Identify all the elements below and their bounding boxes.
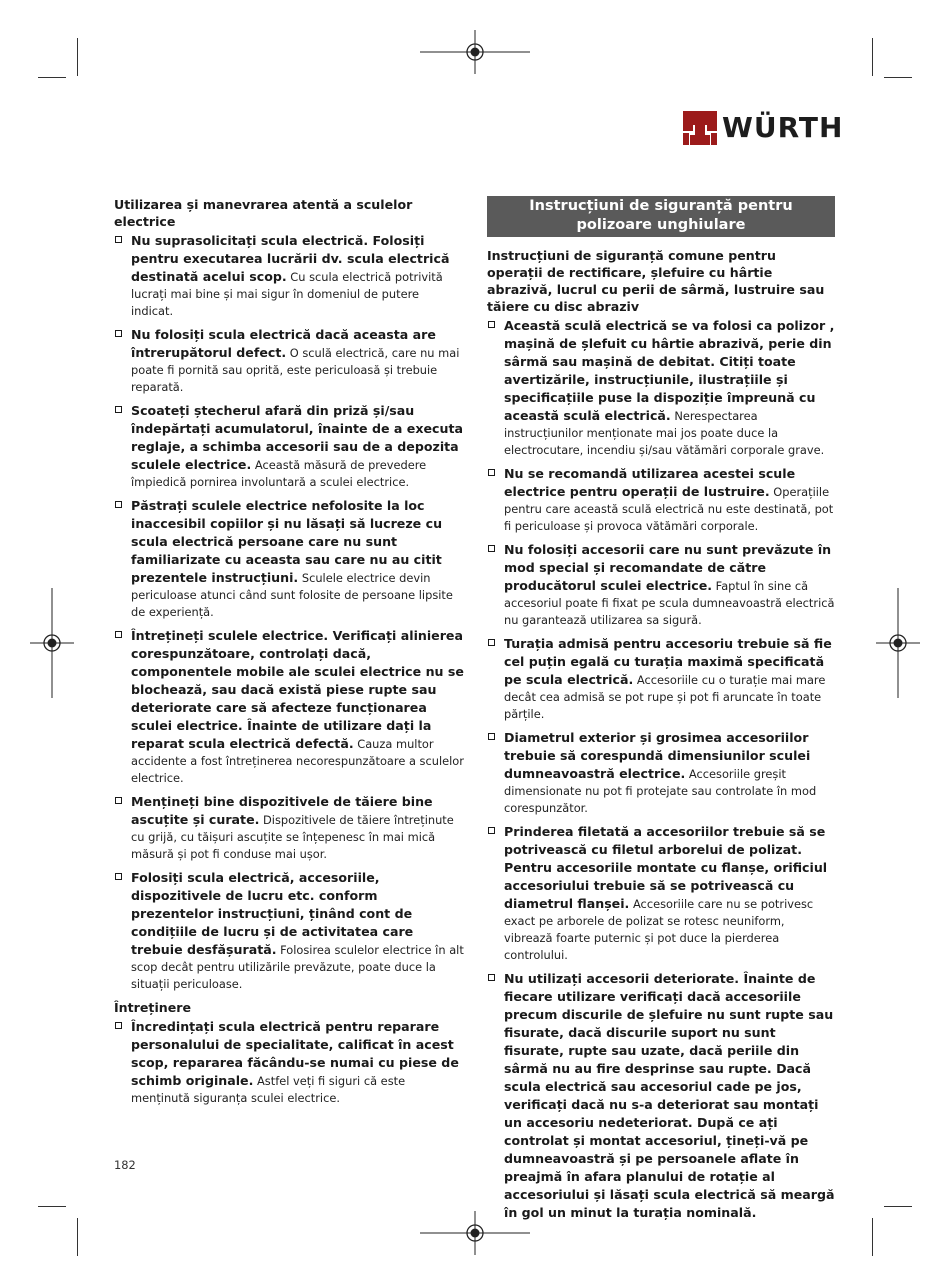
crop-mark (77, 38, 78, 76)
list-item: Nu folosiți scula electrică dacă aceasta are întrerupătorul defect. O sculă electrică, care nu mai poate fi pornită sau oprită, este periculoasă și trebuie reparată. (114, 326, 464, 396)
section-heading: Utilizarea și manevrarea atentă a sculelor electrice (114, 197, 413, 229)
checkbox-bullet-icon (115, 1022, 122, 1029)
list-item: Această sculă electrică se va folosi ca polizor , mașină de șlefuit cu hârtie abrazivă, perie din sârmă sau mașină de debitat. Citiți toate avertizările, instrucțiunile, ilustrațiile și specificațiile puse la dispoziție împreună cu această sculă electrică. Nerespectarea instrucțiunilor menționate mai jos poate duce la electrocutare, incendiu și/sau vătămări corporale grave. (487, 317, 835, 459)
checkbox-bullet-icon (488, 639, 495, 646)
safety-list (114, 232, 464, 993)
page-number: 182 (114, 1158, 136, 1172)
list-item: Mențineți bine dispozitivele de tăiere bine ascuțite și curate. Dispozitivele de tăiere întreținute cu grijă, cu tăișuri ascuțite se înțepenesc în mai mică măsură și pot fi conduse mai ușor. (114, 793, 464, 863)
crop-mark (38, 1206, 66, 1207)
list-item: Păstrați sculele electrice nefolosite la loc inaccesibil copiilor și nu lăsați să lucreze cu scula electrică persoane care nu sunt familiarizate cu aceasta sau care nu au citit prezentele instrucțiuni. Sculele electrice devin periculoase atunci când sunt folosite de persoane lipsite de experiență. (114, 497, 464, 621)
checkbox-bullet-icon (488, 974, 495, 981)
checkbox-bullet-icon (115, 873, 122, 880)
checkbox-bullet-icon (488, 827, 495, 834)
checkbox-bullet-icon (488, 321, 495, 328)
registration-mark-top (420, 30, 530, 74)
left-column (114, 196, 464, 1113)
list-item: Încredințați scula electrică pentru reparare personalului de specialitate, calificat în acest scop, repararea făcându-se numai cu piese de schimb originale. Astfel veți fi siguri că este menținută siguranța sculei electrice. (114, 1018, 464, 1107)
checkbox-bullet-icon (115, 631, 122, 638)
list-item: Nu suprasolicitați scula electrică. Folosiți pentru executarea lucrării dv. scula electrică destinată acelui scop. Cu scula electrică potrivită lucrați mai bine și mai sigur în domeniul de putere indicat. (114, 232, 464, 320)
section-intro: Instrucțiuni de siguranță comune pentru operații de rectificare, șlefuire cu hârtie abrazivă, lucrul cu perii de sârmă, lustruire sau tăiere cu disc abraziv (487, 248, 825, 314)
crop-mark (872, 38, 873, 76)
checkbox-bullet-icon (115, 501, 122, 508)
maintenance-list (114, 1018, 464, 1107)
section-heading: Întreținere (114, 1000, 192, 1015)
list-item: Nu folosiți accesorii care nu sunt prevăzute în mod special și recomandate de către producătorul sculei electrice. Faptul în sine că accesoriul poate fi fixat pe scula dumneavoastră electrică nu garantează utilizarea sa sigură. (487, 541, 835, 629)
list-item: Prinderea filetată a accesoriilor trebuie să se potrivească cu filetul arborelui de polizat. Pentru accesoriile montate cu flanșe, orificiul accesoriului trebuie să se potrivească cu diametrul flanșei. Accesoriile care nu se potrivesc exact pe arborele de polizat se rotesc neuniform, vibrează foarte puternic și pot duce la pierderea controlului. (487, 823, 835, 964)
registration-mark-left (30, 588, 74, 698)
crop-mark (884, 1206, 912, 1207)
list-item: Nu se recomandă utilizarea acestei scule electrice pentru operații de lustruire. Operațiile pentru care această sculă electrică nu este destinată, pot fi periculoase și provoca vătămări corporale. (487, 465, 835, 535)
brand-logo: WÜRTH (722, 111, 844, 144)
checkbox-bullet-icon (488, 733, 495, 740)
crop-mark (884, 77, 912, 78)
list-item: Folosiți scula electrică, accesoriile, dispozitivele de lucru etc. conform prezentelor instrucțiuni, ținând cont de condițiile de lucru și de activitatea care trebuie desfășurată. Folosirea sculelor electrice în alt scop decât pentru utilizările prevăzute, poate duce la situații periculoase. (114, 869, 464, 993)
right-column (487, 196, 835, 1228)
checkbox-bullet-icon (115, 330, 122, 337)
section-banner: Instrucțiuni de siguranță pentru polizoare unghiulare (487, 196, 835, 237)
list-item: Diametrul exterior și grosimea accesoriilor trebuie să corespundă dimensiunilor sculei dumneavoastră electrice. Accesoriile greșit dimensionate nu pot fi protejate sau controlate în mod corespunzător. (487, 729, 835, 817)
list-item: Nu utilizați accesorii deteriorate. Înainte de fiecare utilizare verificați dacă accesoriile precum discurile de șlefuire nu sunt rupte sau fisurate, dacă discurile suport nu sunt fisurate, rupte sau uzate, dacă periile din sârmă nu au fire desprinse sau rupte. Dacă scula electrică sau accesoriul cade pe jos, verificați dacă nu s-a deteriorat sau montați un accesoriu nedeteriorat. După ce ați controlat și montat accesoriul, țineți-vă pe dumneavoastră și pe persoanele aflate în preajmă în afara planului de rotație al accesoriului și lăsați scula electrică să meargă în gol un minut la turația nominală. (487, 970, 835, 1222)
wurth-logo-icon (683, 111, 717, 145)
registration-mark-right (876, 588, 920, 698)
crop-mark (38, 77, 66, 78)
list-item: Întrețineți sculele electrice. Verificați alinierea corespunzătoare, controlați dacă, componentele mobile ale sculei electrice nu se blochează, sau dacă există piese rupte sau deteriorate care să afecteze funcționarea sculei electrice. Înainte de utilizare dați la reparat scula electrică defectă. Cauza multor accidente a fost întreținerea necorespunzătoare a sculelor electrice. (114, 627, 464, 787)
checkbox-bullet-icon (488, 469, 495, 476)
crop-mark (872, 1218, 873, 1256)
grinder-safety-list (487, 317, 835, 1222)
checkbox-bullet-icon (115, 797, 122, 804)
checkbox-bullet-icon (488, 545, 495, 552)
list-item: Scoateți ștecherul afară din priză și/sau îndepărtați acumulatorul, înainte de a executa reglaje, a schimba accesorii sau de a depozita sculele electrice. Această măsură de prevedere împiedică pornirea involuntară a sculei electrice. (114, 402, 464, 491)
checkbox-bullet-icon (115, 406, 122, 413)
checkbox-bullet-icon (115, 236, 122, 243)
crop-mark (77, 1218, 78, 1256)
list-item: Turația admisă pentru accesoriu trebuie să fie cel puțin egală cu turația maximă specificată pe scula electrică. Accesoriile cu o turație mai mare decât cea admisă se pot rupe și pot fi aruncate în toate părțile. (487, 635, 835, 723)
